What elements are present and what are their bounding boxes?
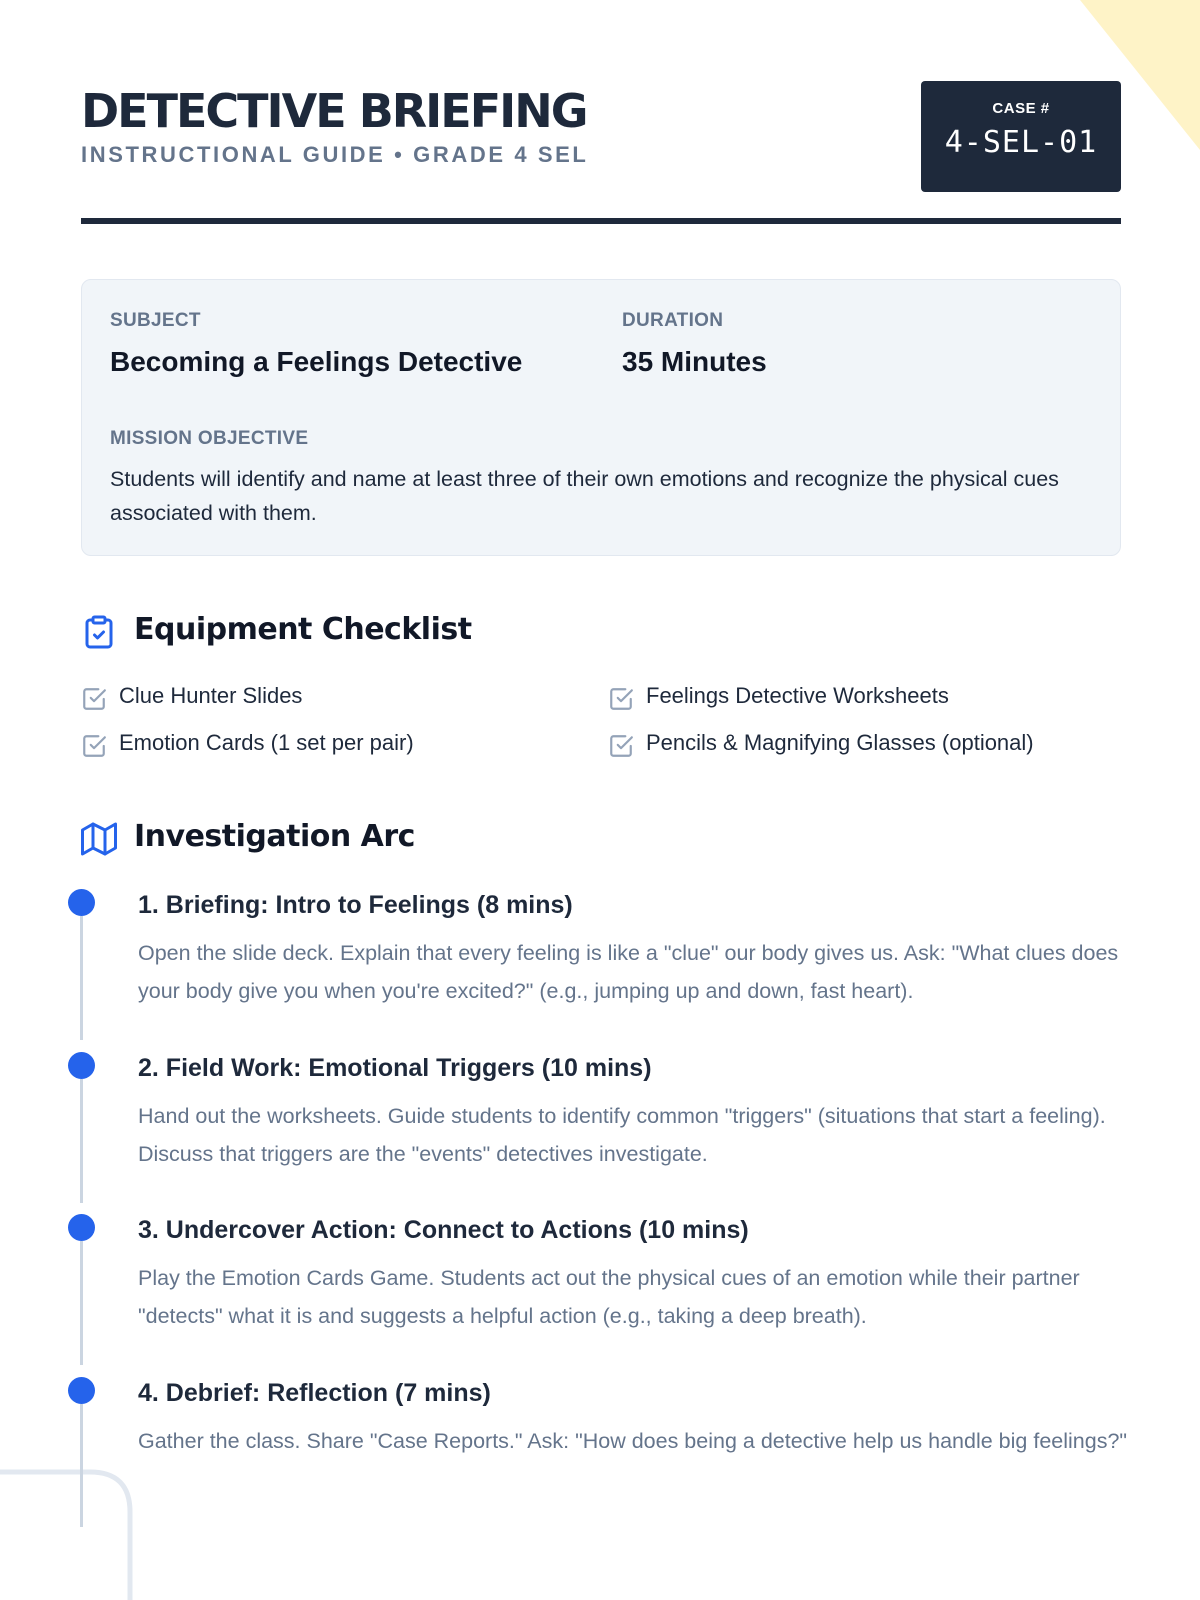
duration-value: 35 Minutes bbox=[622, 346, 767, 377]
timeline-line bbox=[80, 916, 83, 1040]
arc-title: Investigation Arc bbox=[134, 819, 415, 854]
step-description: Gather the class. Share "Case Reports." Ask: "How does being a detective help us handle big feelings?" bbox=[138, 1429, 1128, 1453]
frame-decoration bbox=[0, 1460, 140, 1600]
objective-label: MISSION OBJECTIVE bbox=[110, 428, 309, 449]
step-title: 1. Briefing: Intro to Feelings (8 mins) bbox=[138, 891, 573, 919]
equipment-title: Equipment Checklist bbox=[134, 612, 472, 647]
timeline-dot bbox=[68, 1214, 95, 1241]
duration-label: DURATION bbox=[622, 310, 724, 331]
step-title: 3. Undercover Action: Connect to Actions (10 mins) bbox=[138, 1216, 749, 1244]
checklist-item-label: Clue Hunter Slides bbox=[119, 683, 303, 708]
checklist-item-label: Pencils & Magnifying Glasses (optional) bbox=[646, 730, 1034, 755]
checklist-item-label: Feelings Detective Worksheets bbox=[646, 683, 949, 708]
timeline-dot bbox=[68, 1052, 95, 1079]
subject-value: Becoming a Feelings Detective bbox=[110, 346, 523, 377]
header bbox=[81, 84, 1121, 224]
objective-text: Students will identify and name at least three of their own emotions and recognize the physical cues associated with them. bbox=[110, 467, 1059, 525]
timeline-dot bbox=[68, 1377, 95, 1404]
checkbox-checked-icon bbox=[608, 686, 634, 712]
page-subtitle: INSTRUCTIONAL GUIDE • GRADE 4 SEL bbox=[81, 142, 589, 167]
step-title: 2. Field Work: Emotional Triggers (10 mins) bbox=[138, 1054, 652, 1082]
case-number: 4-SEL-01 bbox=[944, 125, 1098, 160]
checkbox-checked-icon bbox=[608, 733, 634, 759]
case-badge bbox=[921, 81, 1121, 192]
step-description: Hand out the worksheets. Guide students to identify common "triggers" (situations that start a feeling). Discuss that triggers are the "events" detectives investigate. bbox=[138, 1104, 1106, 1166]
map-icon bbox=[81, 821, 117, 857]
step-description: Play the Emotion Cards Game. Students act out the physical cues of an emotion while their partner "detects" what it is and suggests a helpful action (e.g., taking a deep breath). bbox=[138, 1266, 1080, 1328]
timeline-line bbox=[80, 1241, 83, 1365]
subject-label: SUBJECT bbox=[110, 310, 201, 331]
timeline-line bbox=[80, 1404, 83, 1527]
timeline-line bbox=[80, 1079, 83, 1203]
page-title: DETECTIVE BRIEFING bbox=[81, 84, 587, 138]
step-title: 4. Debrief: Reflection (7 mins) bbox=[138, 1379, 491, 1407]
checkbox-checked-icon bbox=[81, 686, 107, 712]
case-label: CASE # bbox=[992, 100, 1050, 117]
clipboard-check-icon bbox=[81, 614, 117, 650]
lesson-info-card bbox=[81, 279, 1121, 556]
header-divider bbox=[81, 218, 1121, 224]
checklist-item-label: Emotion Cards (1 set per pair) bbox=[119, 730, 414, 755]
checkbox-checked-icon bbox=[81, 733, 107, 759]
step-description: Open the slide deck. Explain that every feeling is like a "clue" our body gives us. Ask: "What clues does your body give you when you're excited?" (e.g., jumping up and down, fast heart). bbox=[138, 941, 1119, 1003]
timeline-dot bbox=[68, 889, 95, 916]
